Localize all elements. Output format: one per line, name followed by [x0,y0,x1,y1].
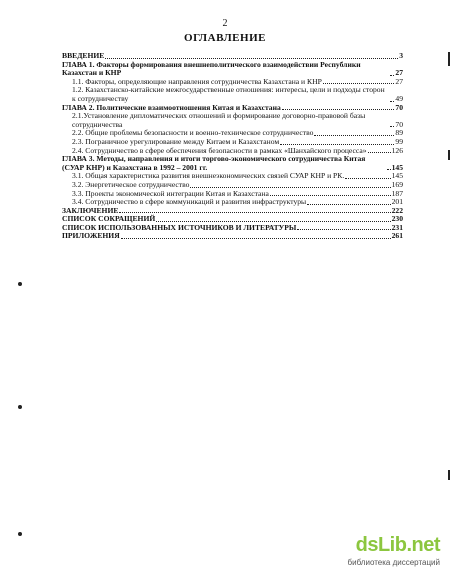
scan-dot-mark [18,532,22,536]
toc-leader-dots [390,75,394,76]
toc-entry-page: 99 [395,136,403,146]
toc-entry-title: ГЛАВА 3. Методы, направления и итоги торгово-экономического сотрудничества Китая (СУАР КНР) и Казахстана в 1992 – 2001 гг. [62,154,366,172]
toc-entry-title: ВВЕДЕНИЕ [62,51,105,60]
page-number: 2 [222,18,228,29]
toc-leader-dots [282,109,395,110]
toc-entry [62,232,403,241]
watermark-logo: dsLib.net [355,534,440,556]
toc-entry [62,112,403,129]
toc-leader-dots [280,144,394,145]
toc-leader-dots [390,126,394,127]
toc-entry-title: 3.2. Энергетическое сотрудничество [72,179,190,189]
toc-entry-page: 222 [391,205,403,215]
watermark-tagline: библиотека диссертаций [347,558,440,567]
toc-entry-page: 70 [395,102,403,112]
toc-entry-page: 187 [391,188,403,198]
toc-leader-dots [297,229,390,230]
page-title: ОГЛАВЛЕНИЕ [184,32,266,44]
toc-entry-title: СПИСОК ИСПОЛЬЗОВАННЫХ ИСТОЧНИКОВ И ЛИТЕРАТУРЫ [62,222,297,232]
toc-entry-page: 169 [391,179,403,189]
toc-entry-title: 1.2. Казахстанско-китайские межгосударственные отношения: интересы, цели и подходы сторон к сотрудничеству [72,85,385,103]
toc-entry-page: 126 [391,145,403,155]
toc-entry-title: СПИСОК СОКРАЩЕНИЙ [62,214,156,224]
toc-entry-title: 2.3. Пограничное урегулирование между Китаем и Казахстаном [72,136,280,146]
toc-entry-title: ПРИЛОЖЕНИЯ [62,231,120,241]
toc-leader-dots [314,135,394,136]
toc-leader-dots [190,187,390,188]
toc-entry [62,155,403,172]
toc-entry-page: 145 [391,162,403,172]
toc-entry-page: 201 [391,197,403,207]
toc-entry-page: 49 [395,93,403,103]
toc-entry-page: 27 [395,76,403,86]
toc-entry-page: 27 [395,68,403,78]
scan-dot-mark [18,405,22,409]
toc-entry-page: 145 [391,171,403,181]
toc-entry-title: 3.3. Проекты экономической интеграции Китая и Казахстана [72,188,269,198]
toc-entry-page: 231 [391,222,403,232]
toc-entry [62,86,403,103]
toc-entry [62,61,403,78]
toc-leader-dots [390,101,394,102]
toc-leader-dots [119,212,390,213]
toc-entry-title: 2.2. Общие проблемы безопасности и военно-техническое сотрудничество [72,128,314,138]
toc-entry-page: 261 [391,231,403,241]
toc-entry-title: 2.4. Сотрудничество в сфере обеспечения безопасности в рамках «Шанхайского процесса» [72,145,367,155]
toc-entry-title: 3.4. Сотрудничество в сфере коммуникаций и развития инфраструктуры [72,197,307,207]
toc-entry-title: ГЛАВА 1. Факторы формирования внешнеполитического взаимодействии Республики Казахстан и КНР [62,59,361,78]
toc-entry-title: ЗАКЛЮЧЕНИЕ [62,205,119,215]
toc-leader-dots [156,221,390,222]
toc-leader-dots [121,238,391,239]
toc-leader-dots [345,178,390,179]
toc-leader-dots [368,152,391,153]
toc-entry-title: ГЛАВА 2. Политические взаимоотношения Китая и Казахстана [62,102,281,112]
toc-leader-dots [105,58,398,59]
toc-entry-title: 1.1. Факторы, определяющие направления сотрудничества Казахстана и КНР [72,76,322,86]
toc-entry-page: 89 [395,128,403,138]
toc-leader-dots [270,195,391,196]
watermark [320,534,440,572]
toc-entry-page: 230 [391,214,403,224]
toc-leader-dots [323,83,395,84]
scan-dot-mark [18,282,22,286]
toc-entry-page: 70 [395,119,403,129]
toc-entry-title: 2.1.Установление дипломатических отношений и формирование договорно-правовой базы сотрудничества [72,111,366,129]
toc-entry-page: 3 [399,51,403,60]
toc-leader-dots [387,169,391,170]
toc-entry-title: 3.1. Общая характеристика развития внешнеэкономических связей СУАР КНР и РК. [72,171,345,181]
table-of-contents [62,52,403,241]
toc-leader-dots [307,204,390,205]
